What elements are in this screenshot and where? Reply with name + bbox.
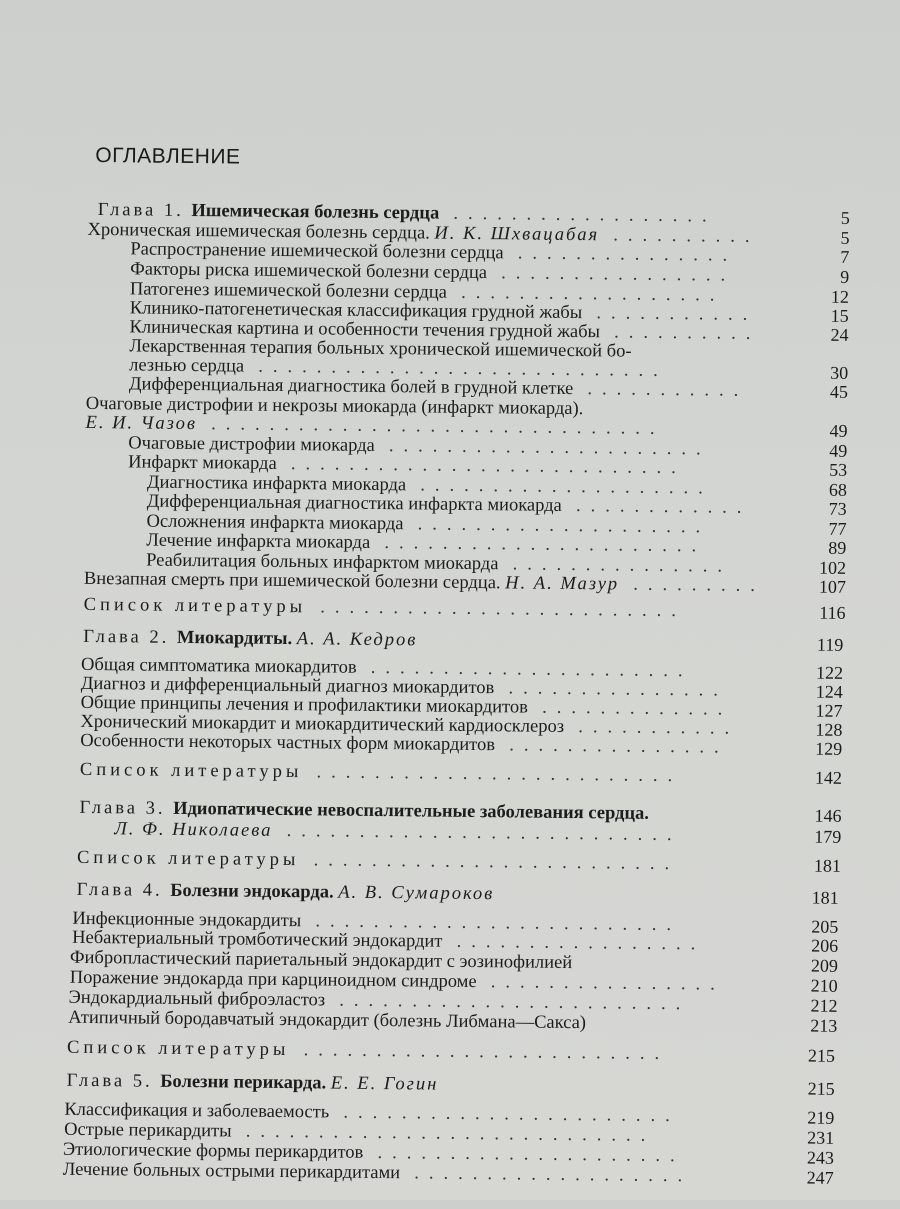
page-number: 5 — [840, 207, 850, 228]
toc-entry — [0, 625, 893, 656]
page-number: 49 — [829, 420, 848, 441]
page-number: 24 — [830, 324, 849, 345]
page-number: 30 — [830, 362, 849, 383]
leader-dots: ............ — [575, 496, 752, 518]
leader-dots: .................. — [453, 203, 717, 227]
leader-dots: ......................... — [313, 850, 680, 875]
page-number: 219 — [807, 1107, 835, 1128]
leader-dots: ......................... — [315, 911, 682, 936]
toc-entry-title — [84, 594, 307, 618]
leader-dots: ................. — [456, 931, 706, 955]
page-number: 89 — [828, 537, 847, 558]
toc-entry-title — [114, 818, 272, 842]
leader-dots: .......... — [613, 225, 760, 247]
entry-text: Внезапная смерть при ишемической болезни сердца. — [83, 568, 506, 594]
entry-text: Лечение инфаркта миокарда — [146, 530, 371, 553]
leader-dots: ............................ — [258, 356, 668, 382]
entry-text: Диагностика инфаркта миокарда — [146, 472, 407, 496]
entry-text: Особенности некоторых частных форм миокардитов — [80, 730, 496, 756]
chapter-label: Глава 2. — [83, 626, 178, 648]
leader-dots: ........................... — [290, 454, 686, 479]
page-number: 215 — [807, 1045, 836, 1066]
page-number: 77 — [828, 518, 847, 539]
page-number: 116 — [819, 602, 846, 623]
chapter-title: Болезни перикарда. — [160, 1071, 331, 1094]
chapter-title: Миокардиты. — [176, 627, 297, 650]
toc-entry-title — [80, 730, 495, 756]
toc-entry-title — [83, 626, 417, 651]
toc-entry-title — [84, 568, 619, 596]
toc-entry — [0, 758, 892, 789]
entry-text: Клиническая картина и особенности течения грудной жабы — [129, 317, 601, 343]
page-number: 215 — [807, 1078, 835, 1099]
entry-text: Список литературы — [79, 759, 303, 783]
entry-text: Распространение ишемической болезни сердца — [130, 239, 504, 264]
leader-dots: ............... — [517, 243, 738, 266]
leader-dots: ......................... — [320, 597, 686, 622]
entry-text: лезнью сердца — [129, 355, 245, 377]
page-number: 7 — [840, 246, 850, 267]
page-number: 212 — [810, 995, 838, 1016]
entry-text: Список литературы — [83, 594, 307, 618]
entry-text: Диагноз и дифференциальный диагноз миокардитов — [80, 673, 495, 699]
toc-heading: ОГЛАВЛЕНИЕ — [95, 144, 241, 169]
toc-entry-title — [67, 1037, 290, 1061]
entry-text: Небактериальный тромботический эндокардит — [72, 927, 443, 952]
chapter-label: Глава 4. — [76, 879, 171, 901]
toc-entry-title — [77, 879, 495, 905]
page-number: 15 — [830, 305, 849, 326]
page-number: 210 — [810, 975, 838, 996]
entry-text: Поражение эндокарда при карциноидном синдроме — [69, 967, 477, 993]
leader-dots: ....................... — [343, 1102, 680, 1127]
entry-text: Осложнения инфаркта миокарда — [146, 511, 404, 535]
page-number: 119 — [816, 634, 844, 655]
leader-dots: ..................... — [377, 1143, 685, 1167]
page-number: 5 — [840, 227, 850, 248]
page-number: 231 — [807, 1127, 835, 1148]
entry-text: Общая симптоматика миокардитов — [80, 654, 357, 678]
page-number: 12 — [830, 286, 850, 307]
entry-text: Хронический миокардит и миокардитический кардиосклероз — [80, 711, 565, 737]
leader-dots: ................ — [490, 972, 725, 995]
toc-entry-title — [68, 1007, 586, 1034]
page-number: 127 — [815, 700, 843, 721]
entry-text: Этиологические формы перикардитов — [62, 1139, 364, 1163]
entry-text: Дифференциальная диагностика болей в грудной клетке — [128, 374, 574, 400]
leader-dots: .......... — [614, 322, 761, 344]
leader-dots: ...................... — [388, 436, 711, 460]
entry-text: Патогенез ишемической болезни сердца — [129, 279, 448, 303]
page-number: 68 — [828, 479, 848, 500]
chapter-label: Глава 5. — [66, 1070, 161, 1092]
page-number: 142 — [814, 767, 843, 788]
page-number: 181 — [813, 855, 842, 876]
entry-text: Очаговые дистрофии миокарда — [128, 433, 375, 456]
page-number: 107 — [818, 576, 847, 597]
leader-dots: ........................... — [286, 821, 682, 846]
page-number: 213 — [810, 1015, 838, 1036]
entry-text: Список литературы — [66, 1037, 290, 1061]
page-number: 45 — [829, 381, 849, 402]
entry-text: Острые перикардиты — [64, 1119, 232, 1142]
leader-dots: ................ — [501, 263, 736, 286]
page-number: 122 — [815, 662, 844, 683]
entry-text: Лекарственная терапия больных хронической ишемической бо- — [129, 336, 632, 362]
chapter-title: Идиопатические невоспалительные заболевания сердца. — [173, 798, 650, 824]
chapter-label: Глава 3. — [79, 797, 174, 819]
leader-dots: .................... — [420, 475, 713, 499]
author-name: Е. Е. Гогин — [330, 1073, 439, 1095]
leader-dots: .................... — [417, 514, 711, 538]
leader-dots: ............. — [542, 697, 733, 720]
leader-dots: ............................... — [211, 414, 665, 439]
toc-entry-title — [63, 1159, 401, 1185]
leader-dots: ......................... — [316, 762, 683, 787]
toc-entry — [0, 1036, 889, 1067]
toc-entry-title — [67, 1070, 439, 1096]
page-number: 128 — [815, 719, 843, 740]
page-number: 181 — [811, 887, 839, 908]
toc-entry — [0, 593, 894, 624]
page-number: 247 — [806, 1167, 834, 1188]
entry-text: Дифференциальная диагностика инфаркта миокарда — [146, 491, 562, 516]
leader-dots: ............... — [508, 678, 728, 701]
author-name: Н. А. Мазур — [505, 573, 620, 595]
entry-text: Хроническая ишемическая болезнь сердца. — [87, 219, 435, 244]
leader-dots: ........................ — [339, 990, 691, 1015]
leader-dots: ............... — [512, 554, 733, 577]
entry-text: Список литературы — [76, 847, 300, 871]
author-name: И. К. Шхвацабая — [434, 223, 600, 246]
leader-dots: ........... — [578, 717, 740, 739]
page-number: 179 — [814, 826, 842, 847]
entry-text: Эндокардиальный фиброэластоз — [68, 987, 326, 1011]
page-number: 102 — [818, 557, 847, 578]
entry-text: Клинико-патогенетическая классификация грудной жабы — [129, 298, 583, 324]
chapter-title: Болезни эндокарда. — [170, 880, 339, 903]
entry-text: Классификация и заболеваемость — [64, 1099, 330, 1123]
page-number: 49 — [829, 440, 848, 461]
page-number: 146 — [814, 805, 842, 826]
page-number: 129 — [815, 738, 843, 759]
toc-entry — [0, 878, 891, 909]
chapter-title: Ишемическая болезнь сердца — [191, 201, 440, 224]
leader-dots: ........... — [587, 379, 749, 401]
leader-dots: ......................... — [303, 1040, 670, 1065]
leader-dots: ...................... — [370, 657, 693, 682]
author-name: Л. Ф. Николаева — [114, 819, 273, 841]
page-number: 209 — [810, 955, 839, 976]
author-name: А. В. Сумароков — [338, 882, 495, 905]
toc-entry-title — [77, 847, 300, 871]
leader-dots: ........... — [596, 303, 758, 325]
leader-dots: ................... — [414, 1163, 693, 1187]
chapter-label: Глава 1. — [97, 200, 192, 222]
entry-text: Атипичный бородавчатый эндокардит (болезнь Либмана—Сакса) — [68, 1007, 587, 1034]
entry-text: Инфекционные эндокардиты — [72, 908, 302, 932]
page-number: 243 — [806, 1147, 835, 1168]
entry-text: Реабилитация больных инфарктом миокарда — [146, 550, 499, 575]
page-number: 73 — [828, 498, 847, 519]
page-number: 53 — [829, 459, 848, 480]
leader-dots: ......... — [633, 574, 765, 597]
entry-text: Инфаркт миокарда — [128, 452, 277, 474]
author-name: Е. И. Чазов — [85, 412, 198, 435]
leader-dots: ............................ — [245, 1121, 656, 1146]
author-name: А. А. Кедров — [296, 629, 418, 651]
page-number: 206 — [811, 935, 839, 956]
leader-dots: .................. — [461, 282, 725, 306]
page-number: 205 — [811, 916, 839, 937]
leader-dots: ...................... — [384, 533, 707, 557]
entry-text: Очаговые дистрофии и некрозы миокарда (инфаркт миокарда). — [85, 393, 584, 420]
entry-text: Факторы риска ишемической болезни сердца — [130, 259, 488, 284]
toc-entry-title — [80, 759, 303, 783]
page-number: 9 — [840, 266, 850, 287]
page-number: 124 — [815, 681, 843, 702]
toc-entry — [0, 1069, 889, 1100]
leader-dots: ............... — [509, 735, 729, 758]
entry-text: Лечение больных острыми перикардитами — [62, 1159, 401, 1184]
toc-entry — [0, 846, 891, 877]
entry-text: Фибропластический париетальный эндокардит с эозинофилией — [69, 947, 573, 974]
entry-text: Общие принципы лечения и профилактики миокардитов — [80, 692, 529, 718]
